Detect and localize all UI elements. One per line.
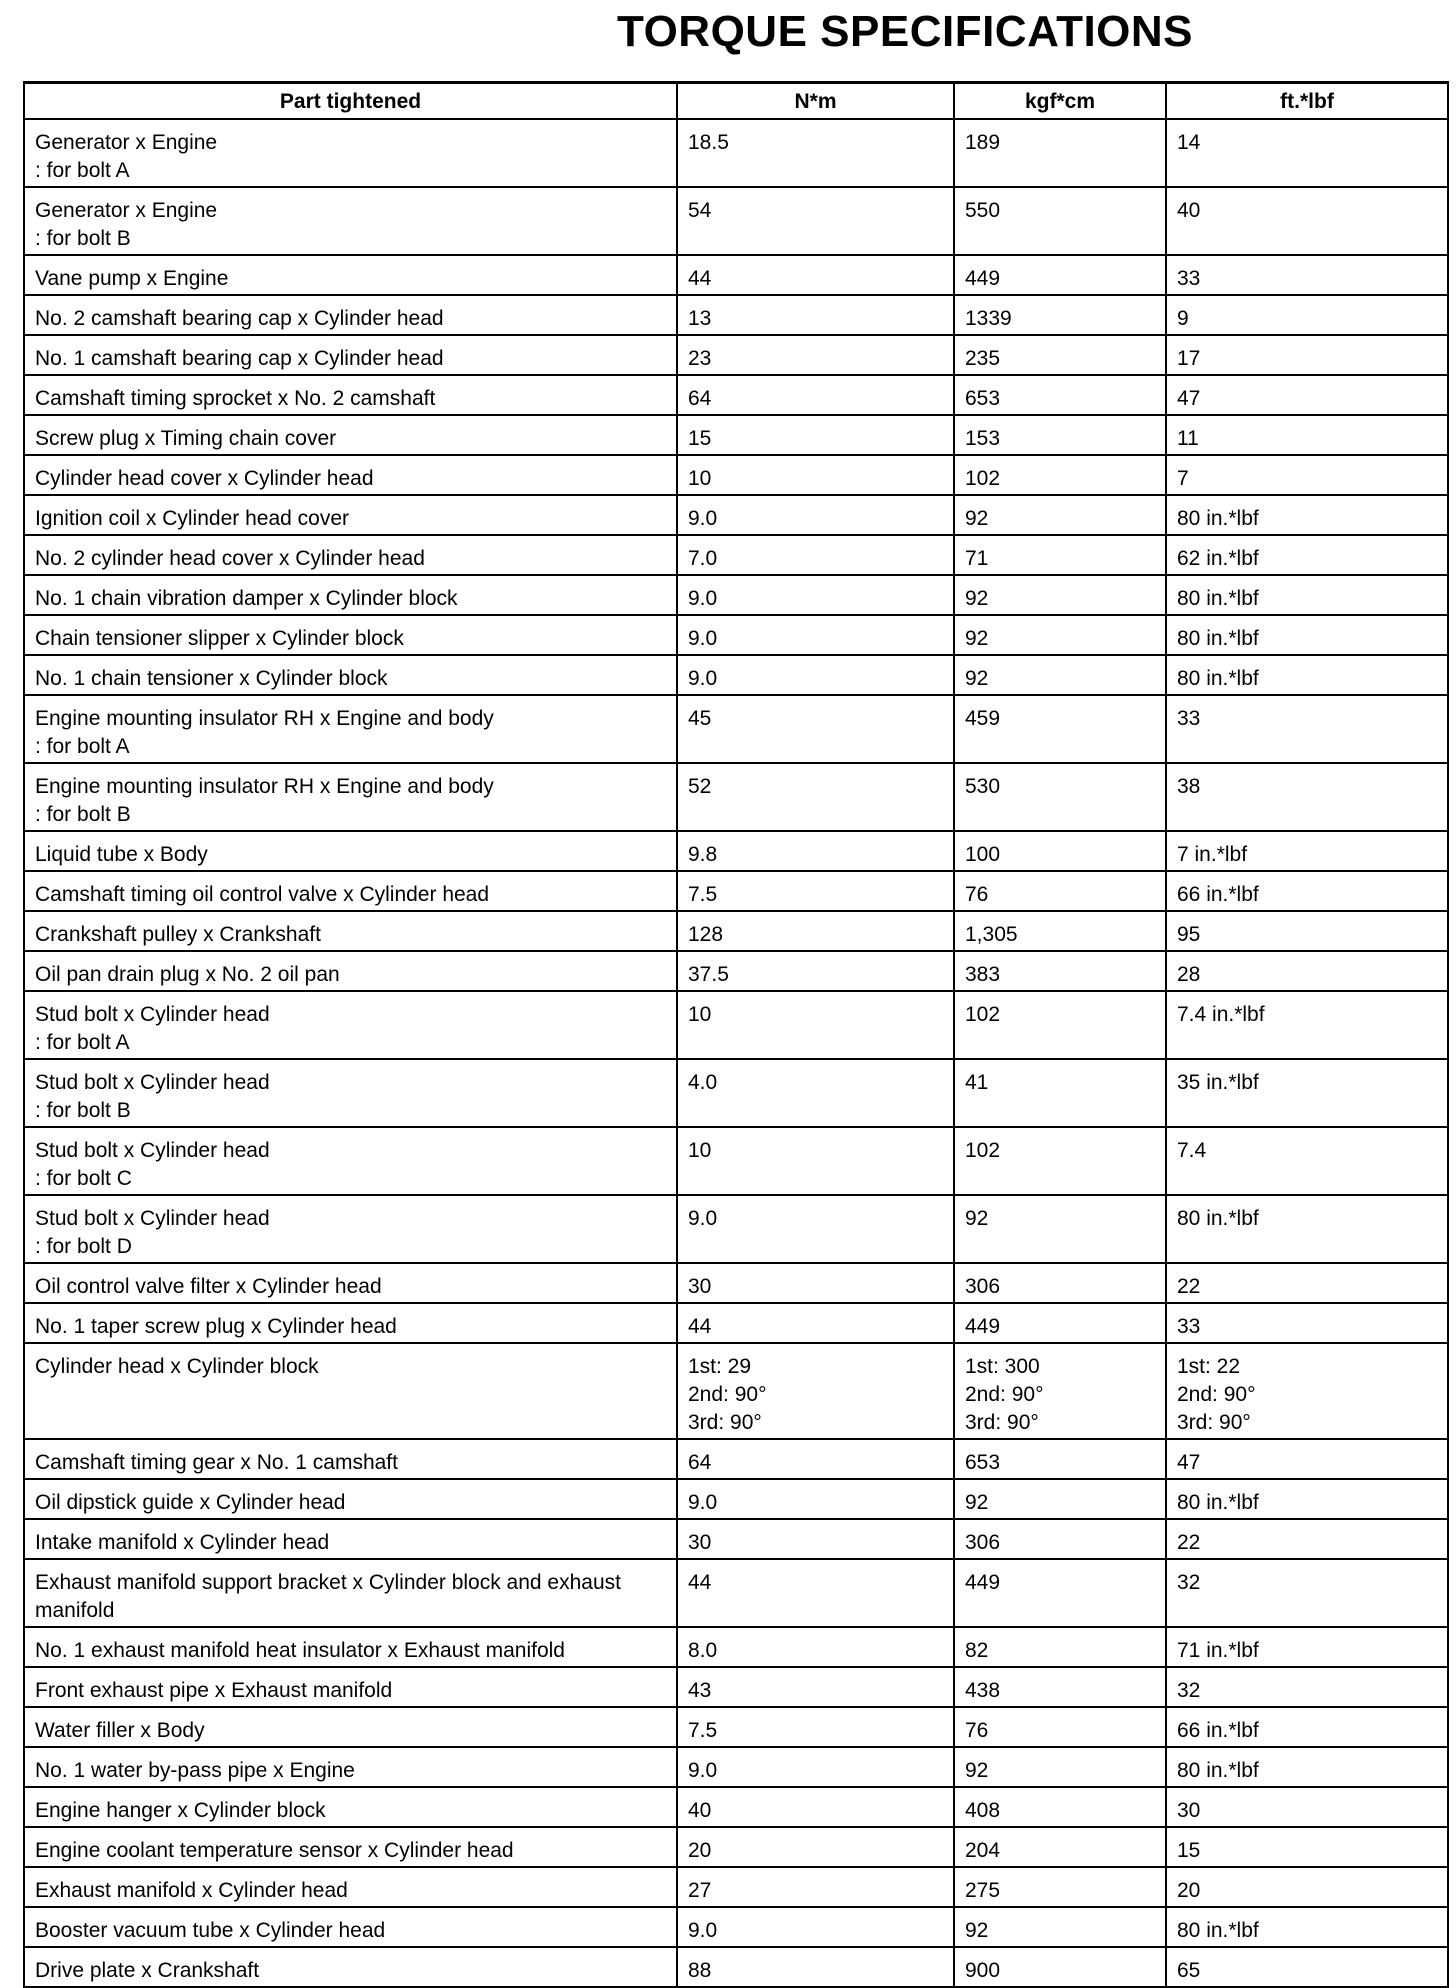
cell-kgfcm: 92	[954, 615, 1166, 655]
table-row	[24, 575, 1448, 615]
cell-part: No. 1 camshaft bearing cap x Cylinder head	[24, 335, 677, 375]
cell-kgfcm: 438	[954, 1667, 1166, 1707]
cell-part: Engine mounting insulator RH x Engine and body : for bolt B	[24, 763, 677, 831]
cell-nm: 10	[677, 455, 954, 495]
table-row	[24, 695, 1448, 763]
cell-kgfcm: 306	[954, 1263, 1166, 1303]
cell-nm: 43	[677, 1667, 954, 1707]
cell-nm: 10	[677, 1127, 954, 1195]
cell-kgfcm: 92	[954, 1479, 1166, 1519]
cell-part: No. 1 chain vibration damper x Cylinder block	[24, 575, 677, 615]
table-row	[24, 1747, 1448, 1787]
cell-nm: 44	[677, 1559, 954, 1627]
cell-kgfcm: 76	[954, 1707, 1166, 1747]
cell-ftlbf: 38	[1166, 763, 1448, 831]
cell-kgfcm: 92	[954, 575, 1166, 615]
cell-ftlbf: 40	[1166, 187, 1448, 255]
table-row	[24, 1667, 1448, 1707]
cell-kgfcm: 189	[954, 119, 1166, 187]
cell-kgfcm: 153	[954, 415, 1166, 455]
cell-ftlbf: 28	[1166, 951, 1448, 991]
cell-kgfcm: 92	[954, 1195, 1166, 1263]
page-title: TORQUE SPECIFICATIONS	[617, 7, 1194, 56]
cell-ftlbf: 17	[1166, 335, 1448, 375]
cell-ftlbf: 62 in.*lbf	[1166, 535, 1448, 575]
cell-part: Exhaust manifold x Cylinder head	[24, 1867, 677, 1907]
table-row	[24, 1867, 1448, 1907]
table-row	[24, 495, 1448, 535]
cell-part: Cylinder head x Cylinder block	[24, 1343, 677, 1439]
cell-nm: 9.0	[677, 1195, 954, 1263]
cell-kgfcm: 92	[954, 655, 1166, 695]
table-row	[24, 119, 1448, 187]
cell-part: Intake manifold x Cylinder head	[24, 1519, 677, 1559]
cell-part: Vane pump x Engine	[24, 255, 677, 295]
cell-nm: 9.0	[677, 495, 954, 535]
column-header-ftlbf: ft.*lbf	[1166, 83, 1448, 120]
cell-kgfcm: 459	[954, 695, 1166, 763]
column-header-kgfcm: kgf*cm	[954, 83, 1166, 120]
cell-ftlbf: 30	[1166, 1787, 1448, 1827]
cell-part: Oil control valve filter x Cylinder head	[24, 1263, 677, 1303]
cell-ftlbf: 7.4	[1166, 1127, 1448, 1195]
cell-nm: 37.5	[677, 951, 954, 991]
cell-nm: 64	[677, 375, 954, 415]
cell-kgfcm: 275	[954, 1867, 1166, 1907]
cell-ftlbf: 80 in.*lbf	[1166, 1907, 1448, 1947]
table-row	[24, 1787, 1448, 1827]
cell-nm: 27	[677, 1867, 954, 1907]
cell-part: Generator x Engine : for bolt A	[24, 119, 677, 187]
cell-kgfcm: 71	[954, 535, 1166, 575]
cell-part: Cylinder head cover x Cylinder head	[24, 455, 677, 495]
cell-ftlbf: 20	[1166, 1867, 1448, 1907]
cell-part: Stud bolt x Cylinder head : for bolt B	[24, 1059, 677, 1127]
table-row	[24, 1707, 1448, 1747]
cell-nm: 15	[677, 415, 954, 455]
cell-nm: 10	[677, 991, 954, 1059]
cell-ftlbf: 33	[1166, 695, 1448, 763]
cell-kgfcm: 100	[954, 831, 1166, 871]
cell-part: Chain tensioner slipper x Cylinder block	[24, 615, 677, 655]
cell-kgfcm: 102	[954, 1127, 1166, 1195]
cell-nm: 4.0	[677, 1059, 954, 1127]
cell-kgfcm: 235	[954, 335, 1166, 375]
cell-ftlbf: 32	[1166, 1559, 1448, 1627]
cell-ftlbf: 15	[1166, 1827, 1448, 1867]
cell-ftlbf: 7 in.*lbf	[1166, 831, 1448, 871]
cell-nm: 9.0	[677, 1479, 954, 1519]
cell-kgfcm: 900	[954, 1947, 1166, 1987]
cell-ftlbf: 80 in.*lbf	[1166, 615, 1448, 655]
cell-part: Water filler x Body	[24, 1707, 677, 1747]
table-row	[24, 1559, 1448, 1627]
table-row	[24, 615, 1448, 655]
cell-nm: 40	[677, 1787, 954, 1827]
table-row	[24, 187, 1448, 255]
cell-part: Booster vacuum tube x Cylinder head	[24, 1907, 677, 1947]
table-header-row	[24, 83, 1448, 120]
cell-part: Camshaft timing sprocket x No. 2 camshaft	[24, 375, 677, 415]
cell-kgfcm: 82	[954, 1627, 1166, 1667]
table-row	[24, 1127, 1448, 1195]
cell-part: Ignition coil x Cylinder head cover	[24, 495, 677, 535]
cell-nm: 13	[677, 295, 954, 335]
cell-part: No. 1 water by-pass pipe x Engine	[24, 1747, 677, 1787]
table-row	[24, 1303, 1448, 1343]
cell-ftlbf: 47	[1166, 1439, 1448, 1479]
cell-nm: 18.5	[677, 119, 954, 187]
cell-nm: 9.0	[677, 655, 954, 695]
cell-nm: 54	[677, 187, 954, 255]
table-row	[24, 1059, 1448, 1127]
cell-ftlbf: 80 in.*lbf	[1166, 655, 1448, 695]
cell-kgfcm: 383	[954, 951, 1166, 991]
cell-kgfcm: 102	[954, 991, 1166, 1059]
table-row	[24, 255, 1448, 295]
table-row	[24, 1827, 1448, 1867]
table-row	[24, 1263, 1448, 1303]
cell-kgfcm: 1339	[954, 295, 1166, 335]
table-row	[24, 1439, 1448, 1479]
cell-ftlbf: 80 in.*lbf	[1166, 1195, 1448, 1263]
table-row	[24, 951, 1448, 991]
torque-spec-table	[23, 81, 1449, 1988]
cell-part: Exhaust manifold support bracket x Cylinder block and exhaust manifold	[24, 1559, 677, 1627]
cell-ftlbf: 80 in.*lbf	[1166, 1479, 1448, 1519]
table-row	[24, 535, 1448, 575]
cell-part: Liquid tube x Body	[24, 831, 677, 871]
cell-nm: 44	[677, 1303, 954, 1343]
table-row	[24, 871, 1448, 911]
cell-ftlbf: 80 in.*lbf	[1166, 575, 1448, 615]
cell-nm: 8.0	[677, 1627, 954, 1667]
cell-kgfcm: 449	[954, 1559, 1166, 1627]
cell-nm: 30	[677, 1519, 954, 1559]
cell-ftlbf: 35 in.*lbf	[1166, 1059, 1448, 1127]
cell-ftlbf: 95	[1166, 911, 1448, 951]
cell-ftlbf: 11	[1166, 415, 1448, 455]
cell-kgfcm: 102	[954, 455, 1166, 495]
cell-part: Stud bolt x Cylinder head : for bolt A	[24, 991, 677, 1059]
cell-part: Stud bolt x Cylinder head : for bolt C	[24, 1127, 677, 1195]
table-row	[24, 295, 1448, 335]
cell-nm: 30	[677, 1263, 954, 1303]
cell-kgfcm: 76	[954, 871, 1166, 911]
cell-part: Drive plate x Crankshaft	[24, 1947, 677, 1987]
cell-ftlbf: 71 in.*lbf	[1166, 1627, 1448, 1667]
cell-nm: 45	[677, 695, 954, 763]
cell-part: Screw plug x Timing chain cover	[24, 415, 677, 455]
cell-kgfcm: 530	[954, 763, 1166, 831]
cell-part: Crankshaft pulley x Crankshaft	[24, 911, 677, 951]
cell-kgfcm: 408	[954, 1787, 1166, 1827]
cell-part: Engine coolant temperature sensor x Cylinder head	[24, 1827, 677, 1867]
column-header-nm: N*m	[677, 83, 954, 120]
cell-ftlbf: 7.4 in.*lbf	[1166, 991, 1448, 1059]
table-row	[24, 1627, 1448, 1667]
cell-part: No. 1 chain tensioner x Cylinder block	[24, 655, 677, 695]
cell-ftlbf: 22	[1166, 1519, 1448, 1559]
table-row	[24, 1519, 1448, 1559]
cell-part: Engine mounting insulator RH x Engine and body : for bolt A	[24, 695, 677, 763]
cell-ftlbf: 32	[1166, 1667, 1448, 1707]
cell-part: No. 1 taper screw plug x Cylinder head	[24, 1303, 677, 1343]
cell-kgfcm: 653	[954, 375, 1166, 415]
cell-part: Generator x Engine : for bolt B	[24, 187, 677, 255]
cell-nm: 9.0	[677, 615, 954, 655]
cell-kgfcm: 449	[954, 255, 1166, 295]
table-row	[24, 455, 1448, 495]
table-row	[24, 415, 1448, 455]
table-row	[24, 375, 1448, 415]
table-row	[24, 911, 1448, 951]
cell-nm: 88	[677, 1947, 954, 1987]
cell-nm: 7.5	[677, 871, 954, 911]
cell-part: Oil dipstick guide x Cylinder head	[24, 1479, 677, 1519]
cell-ftlbf: 7	[1166, 455, 1448, 495]
table-row	[24, 1479, 1448, 1519]
cell-ftlbf: 47	[1166, 375, 1448, 415]
cell-part: Engine hanger x Cylinder block	[24, 1787, 677, 1827]
cell-part: No. 2 camshaft bearing cap x Cylinder head	[24, 295, 677, 335]
cell-kgfcm: 653	[954, 1439, 1166, 1479]
cell-ftlbf: 33	[1166, 1303, 1448, 1343]
table-row	[24, 1907, 1448, 1947]
column-header-part: Part tightened	[24, 83, 677, 120]
cell-ftlbf: 80 in.*lbf	[1166, 495, 1448, 535]
cell-part: No. 1 exhaust manifold heat insulator x Exhaust manifold	[24, 1627, 677, 1667]
cell-nm: 9.0	[677, 1747, 954, 1787]
cell-nm: 64	[677, 1439, 954, 1479]
cell-nm: 7.0	[677, 535, 954, 575]
cell-part: Camshaft timing gear x No. 1 camshaft	[24, 1439, 677, 1479]
table-row	[24, 1195, 1448, 1263]
table-row	[24, 763, 1448, 831]
cell-kgfcm: 550	[954, 187, 1166, 255]
cell-part: Camshaft timing oil control valve x Cylinder head	[24, 871, 677, 911]
cell-part: Stud bolt x Cylinder head : for bolt D	[24, 1195, 677, 1263]
cell-nm: 9.8	[677, 831, 954, 871]
cell-nm: 52	[677, 763, 954, 831]
cell-ftlbf: 66 in.*lbf	[1166, 871, 1448, 911]
cell-kgfcm: 204	[954, 1827, 1166, 1867]
cell-ftlbf: 1st: 22 2nd: 90° 3rd: 90°	[1166, 1343, 1448, 1439]
cell-ftlbf: 66 in.*lbf	[1166, 1707, 1448, 1747]
cell-part: Front exhaust pipe x Exhaust manifold	[24, 1667, 677, 1707]
cell-ftlbf: 14	[1166, 119, 1448, 187]
table-row	[24, 1343, 1448, 1439]
table-row	[24, 335, 1448, 375]
cell-kgfcm: 1st: 300 2nd: 90° 3rd: 90°	[954, 1343, 1166, 1439]
cell-ftlbf: 65	[1166, 1947, 1448, 1987]
cell-nm: 20	[677, 1827, 954, 1867]
cell-ftlbf: 22	[1166, 1263, 1448, 1303]
cell-ftlbf: 80 in.*lbf	[1166, 1747, 1448, 1787]
cell-ftlbf: 33	[1166, 255, 1448, 295]
cell-nm: 9.0	[677, 1907, 954, 1947]
cell-nm: 7.5	[677, 1707, 954, 1747]
table-body	[24, 119, 1448, 1987]
cell-kgfcm: 92	[954, 495, 1166, 535]
cell-nm: 9.0	[677, 575, 954, 615]
cell-nm: 128	[677, 911, 954, 951]
cell-kgfcm: 92	[954, 1747, 1166, 1787]
cell-kgfcm: 41	[954, 1059, 1166, 1127]
cell-kgfcm: 1,305	[954, 911, 1166, 951]
cell-kgfcm: 92	[954, 1907, 1166, 1947]
table-row	[24, 991, 1448, 1059]
table-row	[24, 831, 1448, 871]
table-row	[24, 655, 1448, 695]
table-row	[24, 1947, 1448, 1987]
cell-nm: 23	[677, 335, 954, 375]
cell-nm: 1st: 29 2nd: 90° 3rd: 90°	[677, 1343, 954, 1439]
cell-ftlbf: 9	[1166, 295, 1448, 335]
cell-kgfcm: 449	[954, 1303, 1166, 1343]
cell-part: Oil pan drain plug x No. 2 oil pan	[24, 951, 677, 991]
cell-part: No. 2 cylinder head cover x Cylinder head	[24, 535, 677, 575]
cell-nm: 44	[677, 255, 954, 295]
cell-kgfcm: 306	[954, 1519, 1166, 1559]
